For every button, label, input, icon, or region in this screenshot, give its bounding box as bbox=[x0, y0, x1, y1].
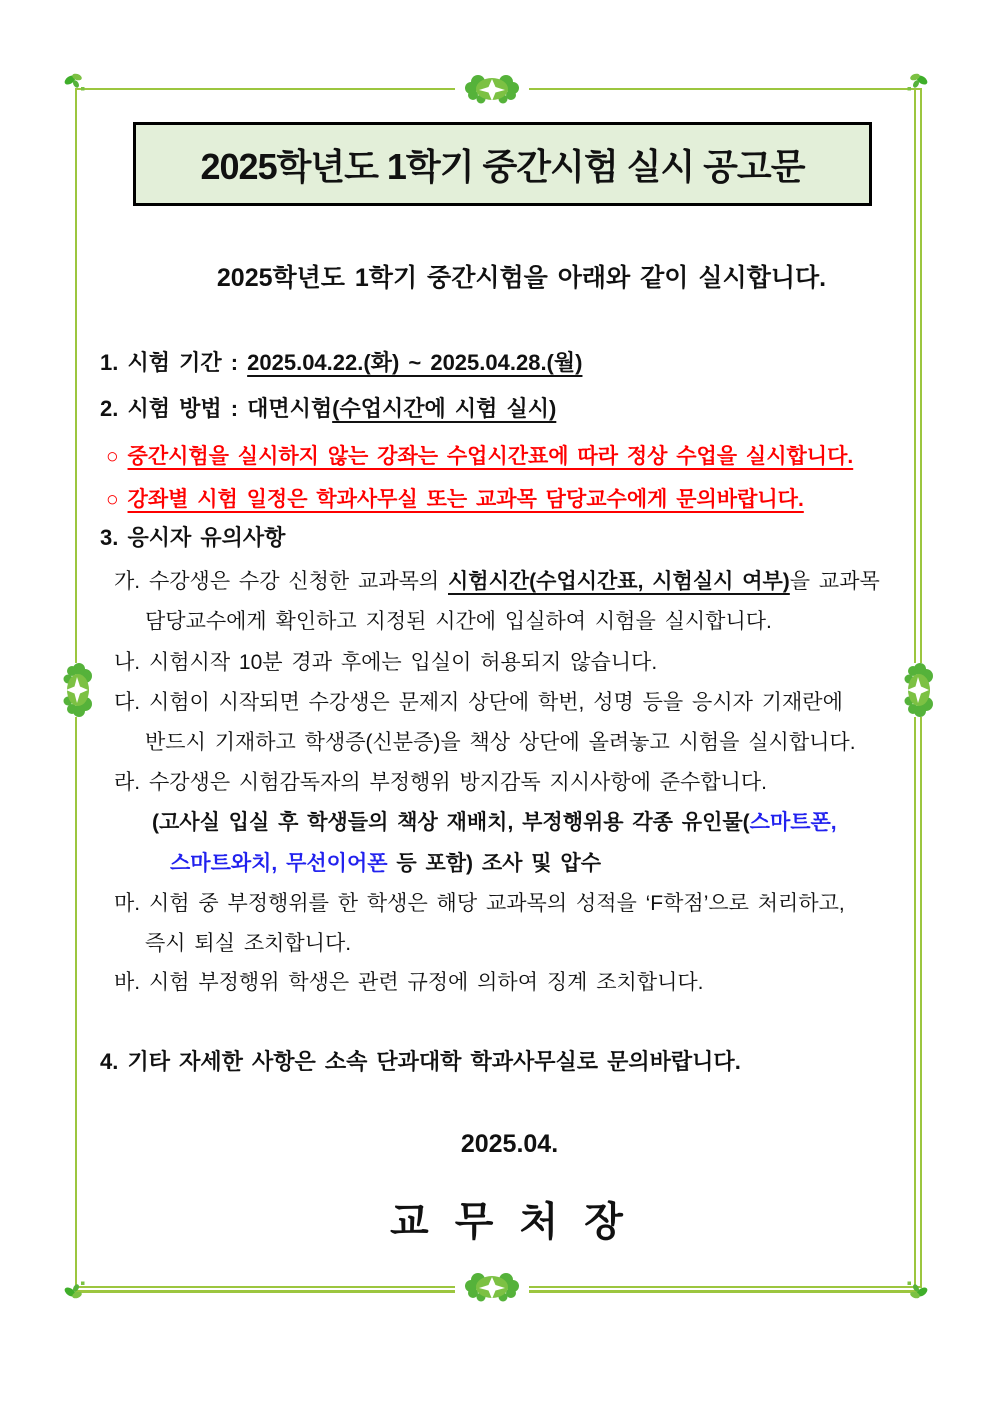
issue-date: 2025.04. bbox=[460, 1130, 559, 1158]
note-ga-prefix: 가. 수강생은 수강 신청한 교과목의 bbox=[114, 570, 449, 593]
item-exam-period bbox=[100, 346, 582, 377]
document-title: 2025학년도 1학기 중간시험 실시 공고문 bbox=[200, 145, 805, 187]
bottom-left-corner-leaf-icon bbox=[62, 1270, 92, 1300]
paren2-black-text: 등 포함) 조사 및 압수 bbox=[387, 852, 601, 875]
note-ma-line2: 즉시 퇴실 조치합니다. bbox=[145, 932, 352, 955]
note-ga-line2: 담당교수에게 확인하고 지정된 시간에 입실하여 시험을 실시합니다. bbox=[145, 610, 772, 633]
title-banner bbox=[133, 122, 872, 206]
paren1-blue-keyword: 스마트폰, bbox=[749, 811, 837, 834]
note-da-line1: 다. 시험이 시작되면 수강생은 문제지 상단에 학번, 성명 등을 응시자 기재란에 bbox=[114, 691, 843, 714]
note-ba: 바. 시험 부정행위 학생은 관련 규정에 의하여 징계 조치합니다. bbox=[114, 971, 704, 994]
left-middle-leaf-ornament-icon bbox=[64, 663, 89, 717]
circle-bullet-icon: ○ bbox=[106, 445, 119, 468]
item-exam-method-label: 2. 시험 방법 : bbox=[100, 396, 248, 421]
note-na: 나. 시험시작 10분 경과 후에는 입실이 허용되지 않습니다. bbox=[114, 651, 658, 674]
exam-method-detail: (수업시간에 시험 실시) bbox=[332, 396, 557, 421]
item-examinee-notes-heading: 3. 응시자 유의사항 bbox=[100, 525, 286, 550]
note-ra: 라. 수강생은 시험감독자의 부정행위 방지감독 지시사항에 준수합니다. bbox=[114, 771, 767, 794]
top-left-corner-leaf-icon bbox=[62, 72, 92, 102]
bottom-right-corner-leaf-icon bbox=[900, 1270, 930, 1300]
top-right-corner-leaf-icon bbox=[900, 72, 930, 102]
paren1-black-text: (고사실 입실 후 학생들의 책상 재배치, 부정행위용 각종 유인물( bbox=[152, 811, 750, 834]
notice-schedule-inquiry bbox=[106, 483, 804, 513]
item-other-inquiries: 4. 기타 자세한 사항은 소속 단과대학 학과사무실로 문의바랍니다. bbox=[100, 1049, 741, 1074]
notice-schedule-inquiry-text: 강좌별 시험 일정은 학과사무실 또는 교과목 담당교수에게 문의바랍니다. bbox=[127, 488, 804, 511]
bottom-center-leaf-ornament-icon bbox=[455, 1275, 529, 1300]
note-ra-paren-line2 bbox=[170, 847, 601, 877]
note-ga-emphasis: 시험시간(수업시간표, 시험실시 여부) bbox=[448, 570, 790, 593]
note-da-line2: 반드시 기재하고 학생증(신분증)을 책상 상단에 올려놓고 시험을 실시합니다. bbox=[145, 731, 856, 754]
note-ga-suffix: 을 교과목 bbox=[789, 570, 880, 593]
top-center-leaf-ornament-icon bbox=[455, 77, 529, 102]
notice-no-exam-classes bbox=[106, 440, 853, 470]
note-ma-line1: 마. 시험 중 부정행위를 한 학생은 해당 교과목의 성적을 ‘F학점’으로 처리하고, bbox=[114, 892, 845, 915]
right-middle-leaf-ornament-icon bbox=[905, 663, 930, 717]
signature-office: 교 무 처 장 bbox=[390, 1200, 629, 1244]
paren2-blue-keywords: 스마트와치, 무선이어폰 bbox=[170, 852, 388, 875]
intro-sentence: 2025학년도 1학기 중간시험을 아래와 같이 실시합니다. bbox=[216, 264, 827, 292]
item-exam-method bbox=[100, 392, 556, 423]
notice-no-exam-classes-text: 중간시험을 실시하지 않는 강좌는 수업시간표에 따라 정상 수업을 실시합니다. bbox=[127, 445, 854, 468]
circle-bullet-icon: ○ bbox=[106, 488, 119, 511]
note-ra-paren-line1 bbox=[152, 806, 837, 836]
note-ga-line1 bbox=[114, 565, 880, 595]
exam-period-dates: 2025.04.22.(화) ~ 2025.04.28.(월) bbox=[247, 350, 583, 375]
exam-method-value: 대면시험 bbox=[247, 396, 333, 421]
item-exam-period-label: 1. 시험 기간 : bbox=[100, 350, 248, 375]
